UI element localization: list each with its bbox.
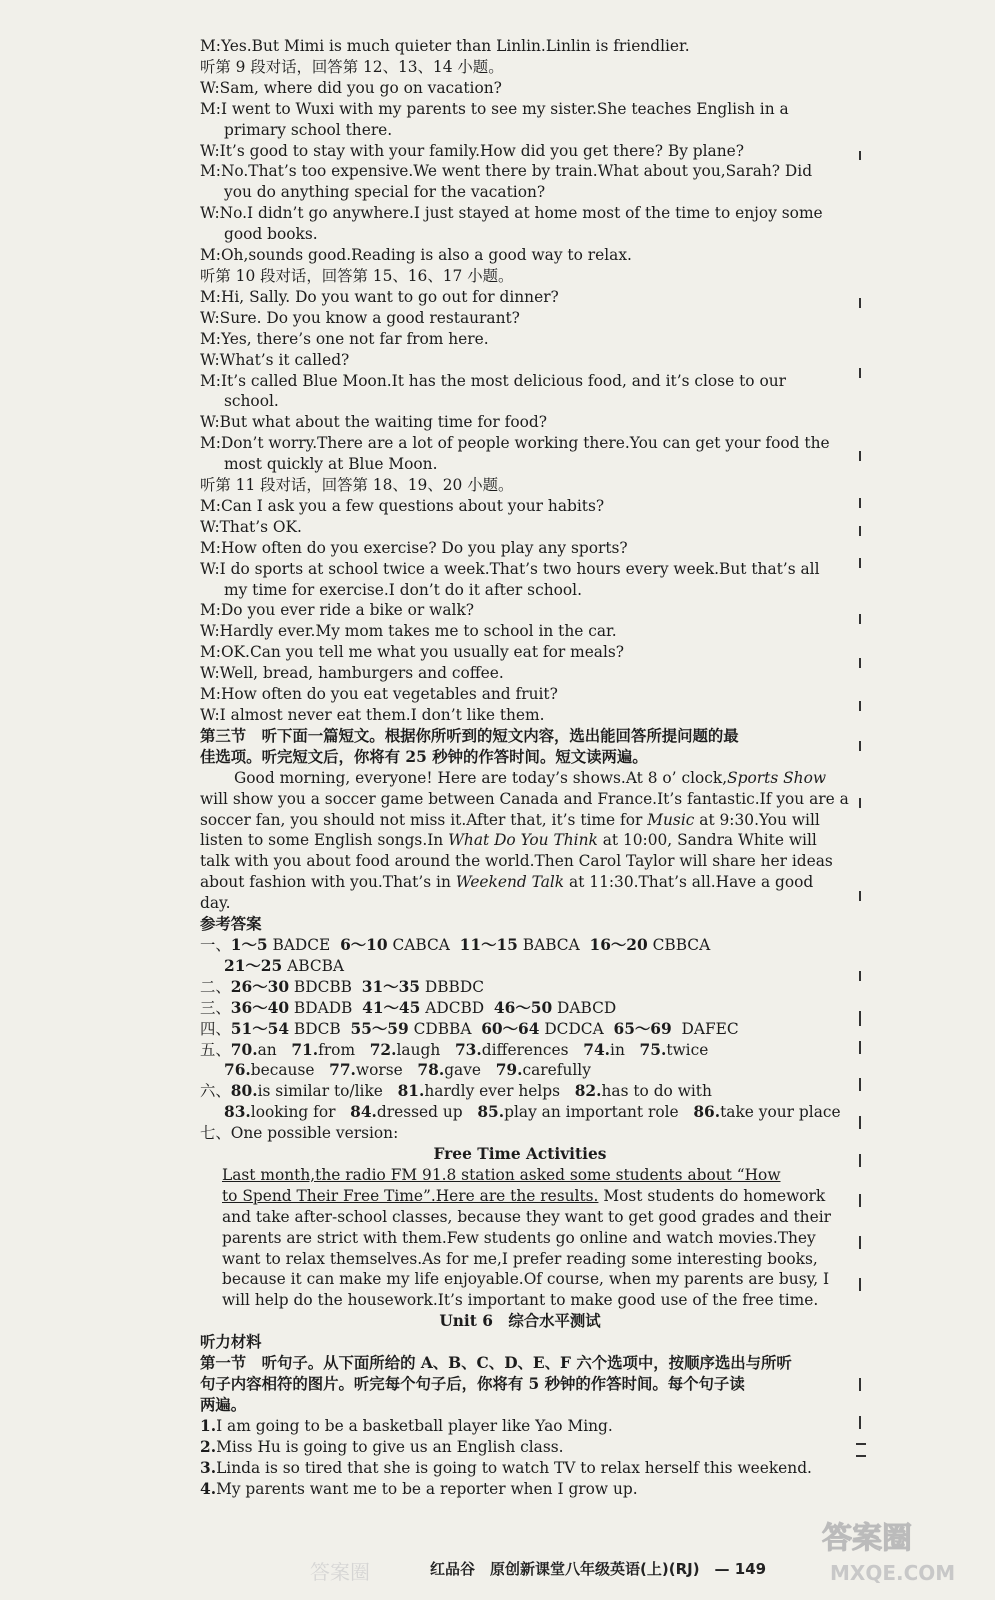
essay-line: because it can make my life enjoyable.Of course, when my parents are busy, I <box>222 1270 830 1289</box>
sentence-line: 4.My parents want me to be a reporter when I grow up. <box>200 1479 638 1498</box>
answer-number: 75. <box>639 1040 667 1059</box>
text-line: M:How often do you eat vegetables and fruit? <box>200 685 558 704</box>
answer-line <box>200 1019 840 1040</box>
answer-number: 21～25 <box>224 956 283 975</box>
answer-value: is similar to/like <box>257 1082 398 1101</box>
text-line: W:Sure. Do you know a good restaurant? <box>200 308 520 327</box>
answer-value: carefully <box>522 1061 591 1080</box>
answer-line <box>200 956 840 977</box>
answer-number: 73. <box>454 1040 482 1059</box>
text-line: primary school there. <box>224 120 393 139</box>
text-line: W:Well, bread, hamburgers and coffee. <box>200 664 504 683</box>
answer-number: 51～54 <box>230 1019 290 1038</box>
text-line: M:OK.Can you tell me what you usually eat for meals? <box>200 643 625 662</box>
answer-value: BDCBB <box>289 977 362 996</box>
section-heading: 第三节 听下面一篇短文。根据你所听到的短文内容，选出能回答所提问题的最 <box>200 726 739 745</box>
answer-line <box>200 935 840 956</box>
text-line: M:Oh,sounds good.Reading is also a good way to relax. <box>200 246 632 265</box>
text-line: you do anything special for the vacation? <box>224 183 546 202</box>
answer-value: because <box>250 1061 330 1080</box>
essay-line: Last month,the radio FM 91.8 station asked some students about “How <box>222 1165 781 1184</box>
answer-value: 二、 <box>200 977 231 996</box>
answer-value: ADCBD <box>420 998 494 1017</box>
essay-line: will help do the housework.It’s important to make good use of the free time. <box>222 1291 819 1310</box>
answer-value: DAFEC <box>671 1019 739 1038</box>
answer-value: 五、 <box>200 1040 231 1059</box>
answer-value: from <box>318 1040 370 1059</box>
text-line: M:I went to Wuxi with my parents to see my sister.She teaches English in a <box>200 99 789 118</box>
sentence-line: 3.Linda is so tired that she is going to watch TV to relax herself this weekend. <box>200 1458 812 1477</box>
text-line: W:It’s good to stay with your family.How did you get there? By plane? <box>200 141 744 160</box>
answer-value: ABCBA <box>282 956 345 975</box>
answer-number: 46～50 <box>493 998 553 1017</box>
essay-title: Free Time Activities <box>433 1145 607 1164</box>
answer-number: 81. <box>397 1082 425 1101</box>
text-line: my time for exercise.I don’t do it after school. <box>224 580 582 599</box>
passage-line: Good morning, everyone! Here are today’s shows.At 8 o’ clock,Sports Show <box>234 768 827 787</box>
answer-value: DCDCA <box>539 1019 614 1038</box>
answer-value: has to do with <box>601 1082 712 1101</box>
document-page <box>200 36 849 1499</box>
answer-key <box>200 935 840 1123</box>
text-line: W:That’s OK. <box>200 517 302 536</box>
answer-value: BABCA <box>517 935 590 954</box>
answer-line <box>200 977 840 998</box>
answer-value: gave <box>444 1061 496 1080</box>
section-heading: 句子内容相符的图片。听完每个句子后，你将有 5 秒钟的作答时间。每个句子读 <box>200 1375 745 1393</box>
answer-value: take your place <box>720 1103 841 1122</box>
answer-number: 74. <box>583 1040 611 1059</box>
text-line: M:It’s called Blue Moon.It has the most delicious food, and it’s close to our <box>200 371 786 390</box>
text-line: school. <box>224 392 279 411</box>
answer-value: CABCA <box>387 935 460 954</box>
watermark-left: 答案圈 <box>310 1560 370 1584</box>
answer-value: differences <box>481 1040 584 1059</box>
answer-value: DABCD <box>552 998 617 1017</box>
text-line: M:No.That’s too expensive.We went there by train.What about you,Sarah? Did <box>200 162 813 181</box>
answer-line <box>200 1102 840 1123</box>
answer-line <box>200 998 840 1019</box>
answer-value: looking for <box>250 1103 351 1122</box>
answer-value: play an important role <box>504 1103 694 1122</box>
passage-line: talk with you about food around the world.Then Carol Taylor will share her ideas <box>200 852 833 871</box>
essay-line: want to relax themselves.As for me,I prefer reading some interesting books, <box>222 1249 818 1268</box>
answer-number: 26～30 <box>230 977 290 996</box>
text-line: M:Can I ask you a few questions about your habits? <box>200 496 605 515</box>
answer-value: 三、 <box>200 998 231 1017</box>
answer-value: 四、 <box>200 1019 231 1038</box>
answer-number: 85. <box>477 1103 505 1122</box>
answer-value: 六、 <box>200 1082 231 1101</box>
text-line: W:Sam, where did you go on vacation? <box>200 78 502 97</box>
answer-number: 6～10 <box>340 935 388 954</box>
section-heading: 听第 9 段对话，回答第 12、13、14 小题。 <box>200 57 504 76</box>
page-footer: 红品谷 原创新课堂八年级英语(上)(RJ) — 149 <box>430 1560 767 1578</box>
watermark-logo-text: 答案圈 <box>822 1521 912 1556</box>
text-line: M:Hi, Sally. Do you want to go out for dinner? <box>200 287 559 306</box>
answer-number: 70. <box>230 1040 258 1059</box>
text-line: most quickly at Blue Moon. <box>224 455 438 474</box>
passage-line: about fashion with you.That’s in Weekend Talk at 11:30.That’s all.Have a good <box>200 873 814 892</box>
answer-value: laugh <box>396 1040 455 1059</box>
answer-number: 76. <box>224 1061 251 1080</box>
answer-value: twice <box>666 1040 709 1059</box>
answer-value: hardly ever helps <box>424 1082 575 1101</box>
answer-value: worse <box>355 1061 418 1080</box>
essay-line: to Spend Their Free Time”.Here are the results. Most students do homework <box>222 1186 826 1205</box>
answer-value: an <box>257 1040 292 1059</box>
answer-number: 82. <box>574 1082 602 1101</box>
passage-line: soccer fan, you should not miss it.After that, it’s time for Music at 9:30.You will <box>200 810 820 829</box>
answer-number: 79. <box>495 1061 523 1080</box>
adjacent-page-edge <box>852 36 872 1503</box>
passage-line: day. <box>200 894 231 913</box>
text-line: M:Yes, there’s one not far from here. <box>200 329 489 348</box>
text-line: M:Do you ever ride a bike or walk? <box>200 601 475 620</box>
watermark-url: MXQE.COM <box>830 1561 956 1585</box>
section-heading: 两遍。 <box>200 1395 247 1414</box>
essay-line: parents are strict with them.Few students go online and watch movies.They <box>222 1228 816 1247</box>
text-line: M:Don’t worry.There are a lot of people working there.You can get your food the <box>200 434 830 453</box>
answer-number: 1～5 <box>230 935 268 954</box>
sentence-line: 2.Miss Hu is going to give us an English class. <box>200 1437 564 1456</box>
passage-line: will show you a soccer game between Canada and France.It’s fantastic.If you are a <box>200 789 849 808</box>
answer-value: CBBCA <box>647 935 711 954</box>
text-line: W:No.I didn’t go anywhere.I just stayed at home most of the time to enjoy some <box>200 204 823 223</box>
answer-number: 86. <box>693 1103 721 1122</box>
text-line: W:What’s it called? <box>200 350 350 369</box>
answer-line <box>200 1040 840 1061</box>
essay-line: and take after-school classes, because they want to get good grades and their <box>222 1207 831 1226</box>
answer-number: 83. <box>224 1103 251 1122</box>
answer-number: 41～45 <box>362 998 421 1017</box>
text-line: W:Hardly ever.My mom takes me to school in the car. <box>200 622 617 641</box>
answer-number: 77. <box>329 1061 356 1080</box>
answer-value: in <box>610 1040 640 1059</box>
text-line: M:Yes.But Mimi is much quieter than Linlin.Linlin is friendlier. <box>200 37 690 55</box>
answer-number: 60～64 <box>481 1019 540 1038</box>
sentence-line: 1.I am going to be a basketball player like Yao Ming. <box>200 1416 613 1435</box>
answer-number: 36～40 <box>230 998 290 1017</box>
answer-value: BDADB <box>289 998 363 1017</box>
watermark-logo <box>812 1512 982 1592</box>
answer-line <box>200 1081 840 1102</box>
section-heading: 听第 11 段对话，回答第 18、19、20 小题。 <box>200 476 514 495</box>
answer-number: 71. <box>291 1040 319 1059</box>
text-line: good books. <box>224 225 318 244</box>
answer-value: BADCE <box>267 935 341 954</box>
text-line: W:I do sports at school twice a week.That’s two hours every week.But that’s all <box>200 559 820 578</box>
section-heading: 佳选项。听完短文后，你将有 25 秒钟的作答时间。短文读两遍。 <box>200 747 648 766</box>
section-heading: 七、One possible version: <box>200 1124 399 1143</box>
answer-number: 84. <box>350 1103 377 1122</box>
answer-number: 11～15 <box>459 935 518 954</box>
answer-number: 55～59 <box>350 1019 409 1038</box>
answer-number: 78. <box>417 1061 445 1080</box>
answer-value: CDBBA <box>408 1019 482 1038</box>
answer-line <box>200 1060 840 1081</box>
text-line: W:But what about the waiting time for food? <box>200 413 547 432</box>
text-line: M:How often do you exercise? Do you play any sports? <box>200 538 628 557</box>
answer-number: 16～20 <box>589 935 648 954</box>
page-edge-marks <box>852 36 872 1496</box>
answers-heading: 参考答案 <box>200 915 262 934</box>
answer-value: DBBDC <box>420 977 484 996</box>
section-heading: 听第 10 段对话，回答第 15、16、17 小题。 <box>200 266 514 285</box>
answer-number: 31～35 <box>361 977 420 996</box>
answer-value: BDCB <box>289 1019 351 1038</box>
answer-value: dressed up <box>376 1103 478 1122</box>
answer-number: 72. <box>369 1040 397 1059</box>
unit-title: Unit 6 综合水平测试 <box>439 1312 601 1331</box>
passage-line: listen to some English songs.In What Do You Think at 10:00, Sandra White will <box>200 831 817 850</box>
text-line: W:I almost never eat them.I don’t like them. <box>200 706 545 724</box>
answer-number: 65～69 <box>613 1019 672 1038</box>
listening-heading: 听力材料 <box>200 1333 262 1352</box>
section-heading: 第一节 听句子。从下面所给的 A、B、C、D、E、F 六个选项中，按顺序选出与所听 <box>200 1354 792 1373</box>
answer-number: 80. <box>230 1082 258 1101</box>
answer-value: 一、 <box>200 935 231 954</box>
